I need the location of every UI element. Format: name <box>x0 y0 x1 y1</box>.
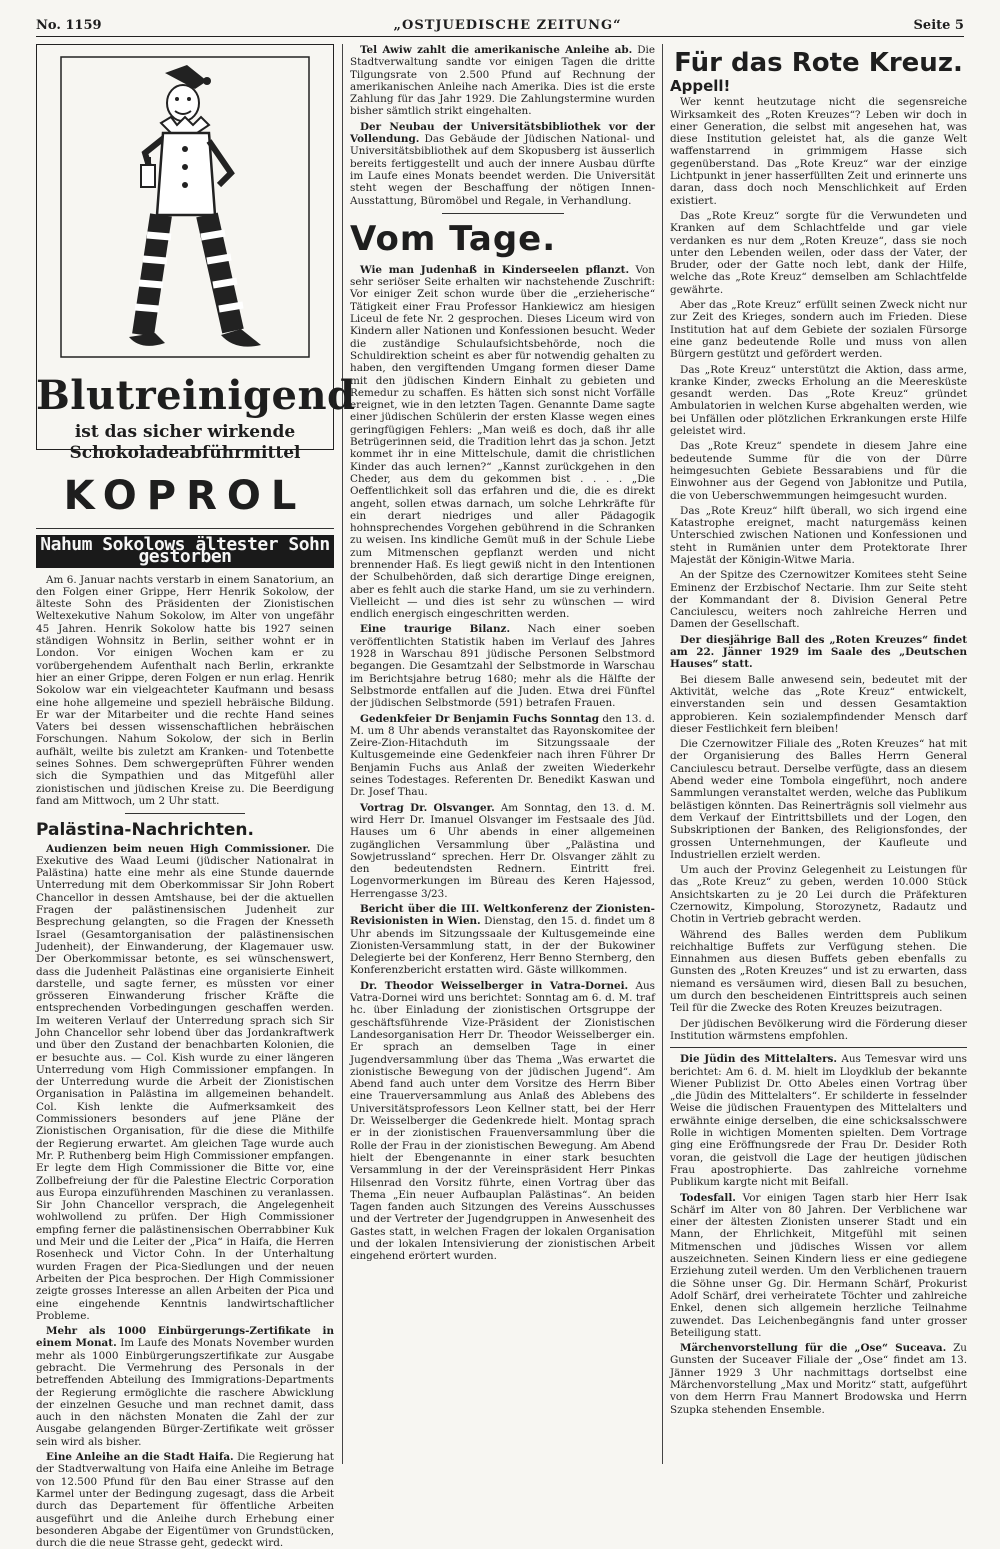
ad-brand: KOPROL <box>63 473 307 519</box>
news-item <box>350 802 655 900</box>
ad-line-1: ist das sicher wirkende <box>74 422 296 442</box>
news-item <box>350 264 655 621</box>
page-header <box>36 14 964 36</box>
divider <box>670 1047 967 1048</box>
article-paragraph: Wer kennt heutzutage nicht die segensreiche Wirksamkeit des „Roten Kreuzes“? Leben wir doch in einer Generation, die selbst mit angesehen hat, was diese Institution geleistet hat, als die ganze Welt waffenstarrend in grimmigem Hasse sich gegenüberstand. Das „Rote Kreuz“ war der einzige Lichtpunkt in jener hasserfüllten Zeit und erinnerte uns daran, dass doch noch Menschlichkeit auf Erden existiert. <box>670 96 967 207</box>
palaestina-item <box>36 1325 334 1448</box>
article-paragraph: Das „Rote Kreuz“ unterstützt die Aktion, dass arme, kranke Kinder, zwecks Erholung an die Meeresküste gesandt werden. Das „Rote Kreuz“ gründet Ambulatorien in welchen Kurse abgehalten werden, wie bei Unfällen oder plötzlichen Erkrankungen erste Hilfe geleistet wird. <box>670 363 967 438</box>
newspaper-name: „OSTJUEDISCHE ZEITUNG“ <box>393 17 622 33</box>
item-lead: Mehr als 1000 Einbürgerungs-Zertifikate in einem Monat. <box>36 1325 334 1350</box>
divider <box>36 528 334 529</box>
item-text: Die Stadtverwaltung sandte vor einigen Tagen die dritte Tilgungsrate von 2.500 Pfund auf Rechnung der amerikanischen Anleihe nach Amerika. Dies ist die erste Zahlung für das Jahr 1929. Die Zahlungstermine wurden bisher sämtlich strikt eingehalten. <box>350 44 655 118</box>
sokolow-headline: Nahum Sokolows ältester Sohn gestorben <box>36 535 334 568</box>
news-item <box>350 121 655 207</box>
article-paragraph: Während des Balles werden dem Publikum reichhaltige Buffets zur Verfügung stehen. Die Einnahmen aus diesen Buffets geben ebenfalls zu Gunsten des „Roten Kreuzes“ und ist zu erwarten, dass niemand es versäumen wird, diesen Ball zu besuchen, um durch den bescheidenen Eintrittspreis auch seinen Teil für die Zwecke des Roten Kreuzes beizutragen. <box>670 928 967 1015</box>
item-lead: Eine traurige Bilanz. <box>360 623 511 636</box>
news-item <box>350 980 655 1263</box>
column-3 <box>670 44 967 1468</box>
page-number: Seite 5 <box>913 17 964 33</box>
article-paragraph: An der Spitze des Czernowitzer Komitees steht Seine Eminenz der Erzbischof Nectarie. Ihm zur Seite steht der Kommandant der 8. Division General Petre Canciulescu, weiters noch zahlreiche Herren und Damen der Gesellschaft. <box>670 569 967 631</box>
item-text: Aus Temesvar wird uns berichtet: Am 6. d. M. hielt im Lloydklub der bekannte Wiener Publizist Dr. Otto Abeles einen Vortrag über „die Jüdin des Mittelalters“. Er schilderte in fesselnder Weise die jüdischen Frauentypen des Mittelalters und erwähnte einige derselben, die eine schicksalsschwere Rolle in wichtigen Momenten spielten. Dem Vortrage ging eine Eröffnungsrede der Frau Dr. Desider Roth voran, die geistvoll die Lage der heutigen jüdischen Frau apostrophierte. Das zahlreiche vornehme Publikum kargte nicht mit Beifall. <box>670 1053 967 1189</box>
item-text: Von sehr seriöser Seite erhalten wir nachstehende Zuschrift: Vor einiger Zeit schon wurde über die „erzieherische“ Tätigkeit einer Frau Professor Hankiewicz am hiesigen Liceul de fete Nr. 2 gesprochen. Dieses Liceum wird von Kindern aller Nationen und Konfessionen besucht. Weder die zuständige Schulaufsichtsbehörde, noch die Schuldirektion scheint es aber für notwendig gehalten zu haben, den vergiftenden Umgang formen dieser Dame mit den jüdischen Kindern Einhalt zu gebieten und Remedur zu schaffen. Es hätten sich sonst nicht Vorfälle ereignet, wie in den letzten Tagen. Genannte Dame sagte einer jüdischen Schülerin der ersten Klasse wegen eines geringfügigen Fehlers: „Man weiß es doch, daß ihr alle Betrügerinnen seid, die Tradition lehrt das ja schon. Jetzt kommet ihr in eine Mittelschule, damit die christlichen Kinder das auch lernen?“ „Kannst zurückgehen in den Cheder, aus dem du gekommen bist . . . . „Die Oeffentlichkeit soll das erfahren und die, die es direkt angeht, sollen etwas darnach, um solche Lehrkräfte für ein derart niedriges und aller Pädagogik hohnsprechendes Vorgehen gebührend in die Schranken zu weisen. Ins kindliche Gemüt muß in der Schule Liebe zum Mitmenschen gepflanzt werden und nicht brennender Haß. Es liegt gewiß nicht in den Intentionen der Schulbehörden, daß sich derartige Dinge ereignen, aber es fehlt auch die starke Hand, um sie zu verhindern. Vielleicht — und dies ist sehr zu wünschen — wird endlich energisch eingeschritten werden. <box>350 263 655 621</box>
column-1 <box>36 44 356 1549</box>
item-lead: Audienzen beim neuen High Commissioner. <box>46 842 311 855</box>
item-lead: Eine Anleihe an die Stadt Haifa. <box>46 1451 234 1464</box>
item-text: Dienstag, den 15. d. findet um 8 Uhr abends im Sitzungssaale der Kultusgemeinde eine Zionisten-Versammlung statt, in der der Bukowiner Delegierte bei der Konferenz, Herr Benno Sternberg, den Konferenzbericht erstatten wird. Gäste willkommen. <box>350 915 655 977</box>
koprol-advertisement <box>36 44 356 450</box>
column-divider <box>342 44 343 1464</box>
ad-headline: Blutreinigend <box>36 372 356 419</box>
news-item <box>350 713 655 799</box>
ball-announcement: Der diesjährige Ball des „Roten Kreuzes“ findet am 22. Jänner 1929 im Saale des „Deutschen Hauses“ statt. <box>670 633 967 671</box>
ad-line-2: Schokoladeabführmittel <box>69 443 301 463</box>
column-2 <box>350 44 655 1468</box>
item-lead: Bericht über die III. Weltkonferenz der Zionisten-Revisionisten in Wien. <box>350 903 655 928</box>
palaestina-headline: Palästina-Nachrichten. <box>36 820 254 841</box>
item-lead: Die Jüdin des Mittelalters. <box>680 1053 838 1066</box>
item-lead: Der Neubau der Universitätsbibliothek vor der Vollendung. <box>350 120 655 146</box>
item-lead: Tel Awiw zahlt die amerikanische Anleihe ab. <box>360 44 633 56</box>
article-paragraph: Das „Rote Kreuz“ spendete in diesem Jahre eine bedeutende Summe für die von der Dürre heimgesuchten Gebiete Bessarabiens und für die Einwohner aus der Gegend von Jabłonitze und Putila, die von Ueberschwemmungen heimgesucht wurden. <box>670 440 967 502</box>
sokolow-article: Am 6. Januar nachts verstarb in einem Sanatorium, an den Folgen einer Grippe, Herr Henrik Sokolow, der älteste Sohn des Präsidenten der Zionistischen Weltexekutive Nahum Sokolow, im Alter von ungefähr 45 Jahren. Henrik Sokolow hatte bis 1927 seinen ständigen Wohnsitz in Berlin, seither wohnt er in London. Vor einigen Wochen kam er zu vorübergehendem Aufenthalt nach Berlin, erkrankte hier an einer Grippe, deren Folgen er nun erlag. Henrik Sokolow war ein vielgeachteter Kaufmann und besass eine hohe allgemeine und speziell hebräische Bildung. Er war der Mitarbeiter und die rechte Hand seines Vaters bei dessen wissenschaftlichen hebräischen Forschungen. Nahum Sokolow, der sich in Berlin aufhält, weilte bis zuletzt am Kranken- und Totenbette seines Sohnes. Dem schwergeprüften Führer wenden sich die Sympathien und das Mitgefühl aller zionistischen und jüdischen Kreise zu. Die Beerdigung fand am Mittwoch, um 2 Uhr statt. <box>36 573 334 807</box>
item-text: Vor einigen Tagen starb hier Herr Isak Schärf im Alter von 80 Jahren. Der Verblichene war einer der ältesten Zionisten unserer Stadt und ein Mann, der Ehrlichkeit, Mitgefühl mit seinen Mitmenschen und jüdisches Wissen vor allem auszeichneten. Seinen Kindern liess er eine gediegene Erziehung zuteil werden. Um den Verblichenen trauern die Söhne unser Gg. Dir. Hermann Schärf, Prokurist Adolf Schärf, drei verheiratete Töchter und zahlreiche Enkel, denen sich allgemein herzliche Teilnahme zuwendet. Das Leichenbegängnis fand unter grosser Beteiligung statt. <box>670 1191 967 1339</box>
rotkreuz-headline: Für das Rote Kreuz. <box>674 48 963 78</box>
article-paragraph: Die Czernowitzer Filiale des „Roten Kreuzes“ hat mit der Organisierung des Balles Herrn General Canciulescu betraut. Derselbe verfügte, dass an diesem Abend weder eine Tombola eingeführt, noch andere Sammlungen veranstaltet werden, welche das Publikum belästigen könnten. Das Reinerträgnis soll vielmehr aus dem Verkauf der Eintrittsbillets und der Logen, den Subskriptionen der Banken, des Religionsfondes, der grossen Unternehmungen, der Kaufleute und Industriellen erzielt werden. <box>670 738 967 861</box>
palaestina-item <box>36 843 334 1323</box>
item-lead: Gedenkfeier Dr Benjamin Fuchs Sonntag <box>360 712 600 725</box>
item-text: den 13. d. M. um 8 Uhr abends veranstaltet das Rayonskomitee der Zeire-Zion-Hitachduth im Sitzungssaale der Kultusgemeinde eine Gedenkfeier nach ihren Führer Dr Benjamin Fuchs aus Anlaß der zweiten Wiederkehr seines Todestages. Referenten Dr. Benedikt Kaswan und Dr. Josef Thau. <box>350 712 655 799</box>
item-text: Die Exekutive des Waad Leumi (jüdischer Nationalrat in Palästina) hatte eine mehr als eine Stunde dauernde Unterredung mit dem Oberkommissar Sir John Robert Chancellor in dessen Amtshause, bei der die aktuellen Fragen der palästinensischen Judenheit zur Besprechung gelangten, so die Fragen der Knesseth Israel (Gesamtorganisation der palästinensischen Judenheit), der Einwanderung, der Klagemauer usw. Der Oberkommissar betonte, es sei wünschenswert, dass die Judenheit Palästinas eine organisierte Einheit darstelle, und sagte ferner, es müssten vor einer grösseren Einwanderung frischer Kräfte die entsprechenden Vorbedingungen geschaffen werden. Im weiteren Verlauf der Unterredung sprach sich Sir John Chancellor sehr lobend über das Jordankraftwerk und über den Zustand der benachbarten Kolonien, die er besuchte aus. — Col. Kish wurde zu einer längeren Unterredung vom High Commissioner empfangen. In der Unterredung wurde die Arbeit der Zionistischen Organisation in Palästina im allgemeinen behandelt. Col. Kish lenkte die Aufmerksamkeit des Commissioners besonders auf jene Pläne der Zionistischen Organisation, für die diese die Mithilfe der Regierung erwartet. Am gleichen Tage wurde auch Mr. P. Ruthenberg beim High Commissioner empfangen. Er legte dem High Commissioner die Bitte vor, eine Zollbefreiung der für die Palestine Electric Corporation aus Europa einzuführenden Maschinen zu veranlassen. Sir John Chancellor versprach, die Angelegenheit wohlwollend zu prüfen. Der High Commissioner empfing ferner die palästinensischen Oberrabbiner Kuk und Meir und die Leiter der „Pica“ in Haifa, die Herren Rosenheck und Victor Cohn. In der Unterhaltung wurden Fragen der Pica-Siedlungen und der neuen Arbeiten der Pica besprochen. Der High Commissioner zeigte grosses Interesse an allen Arbeiten der Pica und eine eingehende Kenntnis landwirtschaftlicher Probleme. <box>36 842 334 1322</box>
item-text: Nach einer soeben veröffentlichten Statistik haben im Verlauf des Jahres 1928 in Warschau 891 jüdische Personen Selbstmord begangen. Die Gesamtzahl der Selbstmorde in Warschau im Berichtsjahre betrug 1680; mehr als die Hälfte der Selbstmorde entfallen auf die Juden. Etwa drei Fünftel der jüdischen Selbstmorde (591) betrafen Frauen. <box>350 623 656 710</box>
article-paragraph: Das „Rote Kreuz“ sorgte für die Verwundeten und Kranken auf dem Schlachtfelde und gar viele verdanken es nur dem „Roten Kreuze“, dass sie noch unter den Lebenden weilen, oder dass der Vater, der Bruder, oder der Gatte noch lebt, dank der Hilfe, welche das „Rote Kreuz“ demselben am Schlachtfelde gewährte. <box>670 209 967 296</box>
news-item <box>350 903 655 977</box>
column-divider <box>662 44 663 1464</box>
header-rule <box>36 36 964 37</box>
article-paragraph: Um auch der Provinz Gelegenheit zu Leistungen für das „Rote Kreuz“ zu geben, werden 10.000 Stück Ansichtskarten zu je 20 Lei durch die Präfekturen Czernowitz, Kimpolung, Storozynetz, Radautz und Chotin in Vertrieb gebracht werden. <box>670 864 967 926</box>
divider <box>442 213 564 214</box>
appeal-heading: Appell! <box>670 77 731 95</box>
palaestina-item <box>36 1451 334 1549</box>
item-lead: Dr. Theodor Weisselberger in Vatra-Dornei. <box>360 979 629 992</box>
item-text: Zu Gunsten der Suceaver Filiale der „Ose“ findet am 13. Jänner 1929 3 Uhr nachmittags dortselbst eine Märchenvorstellung „Max und Moritz“ statt, aufgeführt von dem Herrn Frau Mannert Brodowska und Herrn Szupka stehenden Ensemble. <box>670 1342 967 1416</box>
news-item <box>350 623 655 709</box>
item-text: Im Laufe des Monats November wurden mehr als 1000 Einbürgerungszertifikate zur Ausgabe gebracht. Die Vermehrung des Personals in der betreffenden Abteilung des Immigrations-Departments der Regierung ermöglichte die raschere Abwicklung der einzelnen Gesuche und man rechnet damit, dass auch in den nächsten Monaten die Zahl der zur Ausgabe gelangenden Bürger-Zertifikate weit grösser sein wird als bisher. <box>36 1337 334 1448</box>
issue-number: No. 1159 <box>36 17 102 33</box>
article-paragraph: Bei diesem Balle anwesend sein, bedeutet mit der Aktivität, welche das „Rote Kreuz“ entwickelt, einverstanden sein und dessen Gesamtaktion approbieren. Kein sozialempfindender Mensch darf dieser Festlichkeit fern bleiben! <box>670 673 967 735</box>
item-lead: Vortrag Dr. Olsvanger. <box>360 801 495 814</box>
news-item <box>670 1342 967 1416</box>
item-text: Aus Vatra-Dornei wird uns berichtet: Sonntag am 6. d. M. traf hc. über Einladung der zionistischen Ortsgruppe der geschäftsführende Vize-Präsident der Zionistischen Landesorganisation Herr Dr. Theodor Weisselberger ein. Er sprach an demselben Tage in einer Jugendversammlung über das Thema „Was erwartet die zionistische Bewegung von der jüdischen Jugend“. Am Abend fand auch unter dem Vorsitze des Herrn Biber eine Trauerversammlung aus Anlaß des Ablebens des Universitätsprofessors Leon Kellner statt, bei der Herr Dr. Weisselberger die Gedenkrede hielt. Montag sprach er in der zionistischen Frauenversammlung über die Rolle der Frau in der zionistischen Bewegung. Am Abend hielt der Ebengenannte in einer stark besuchten Versammlung in der der Vereinspräsident Herr Pinkas Hilsenrad den Vorsitz führte, einen Vortrag über das Thema „Ein neuer Aufbauplan Palästinas“. An beiden Tagen fanden auch Sitzungen des Vereins Ausschusses und der Vertreter der Jugendgruppen in Anwesenheit des Gastes statt, in welchen Fragen der lokalen Organisation und der lokalen Intensivierung der zionistischen Arbeit eingehend erörtert wurden. <box>350 979 655 1263</box>
divider <box>125 813 244 814</box>
vomtage-headline: Vom Tage. <box>350 218 557 259</box>
article-paragraph: Aber das „Rote Kreuz“ erfüllt seinen Zweck nicht nur zur Zeit des Krieges, sondern auch im Frieden. Diese Institution hat auf dem Gebiete der sozialen Fürsorge eine ganz bedeutende Rolle und muss von allen Bürgern gestützt und gefördert werden. <box>670 299 967 361</box>
item-lead: Wie man Judenhaß in Kinderseelen pflanzt. <box>360 263 630 276</box>
item-text: Am Sonntag, den 13. d. M. wird Herr Dr. Imanuel Olsvanger im Festsaale des Jüd. Hauses um 6 Uhr abends in einer allgemeinen zugänglichen Versammlung über „Palästina und Sowjetrussland“ sprechen. Herr Dr. Olsvanger zählt zu den bedeutendsten Rednern. Eintritt frei. Logenvormerkungen im Büreau des Keren Hajessod, Herrengasse 3/23. <box>350 801 655 900</box>
news-item <box>350 44 655 118</box>
news-item <box>670 1053 967 1188</box>
news-item <box>670 1192 967 1340</box>
item-text: Die Regierung hat der Stadtverwaltung von Haifa eine Anleihe im Betrage von 12.500 Pfund für den Bau einer Strasse auf den Karmel unter der Bedingung zugesagt, dass die Arbeit durch das Departement für öffentliche Arbeiten ausgeführt und die Anleihe durch Erhebung einer besonderen Abgabe der Eigentümer von Grundstücken, durch die die neue Strasse geht, gedeckt wird. <box>36 1451 334 1549</box>
clown-illustration <box>36 45 356 445</box>
item-lead: Märchenvorstellung für die „Ose“ Suceava. <box>680 1342 947 1355</box>
article-paragraph: Das „Rote Kreuz“ hilft überall, wo sich irgend eine Katastrophe ereignet, macht naturgemäss keinen Unterschied zwischen Nationen und Konfessionen und steht in Rumänien unter dem Protektorate Ihrer Majestät der Königin-Witwe Maria. <box>670 504 967 566</box>
article-paragraph: Der jüdischen Bevölkerung wird die Förderung dieser Institution wärmstens empfohlen. <box>670 1017 967 1042</box>
item-text: Das Gebäude der Jüdischen National- und Universitätsbibliothek auf dem Skopusberg ist äusserlich bereits fertiggestellt und auch der innere Ausbau dürfte im Laufe eines Monats beendet werden. Die Universität steht wegen der Beschaffung der nötigen Innen-Ausstattung, Büromöbel und Regale, in Verhandlung. <box>350 133 655 207</box>
item-lead: Todesfall. <box>680 1191 736 1204</box>
